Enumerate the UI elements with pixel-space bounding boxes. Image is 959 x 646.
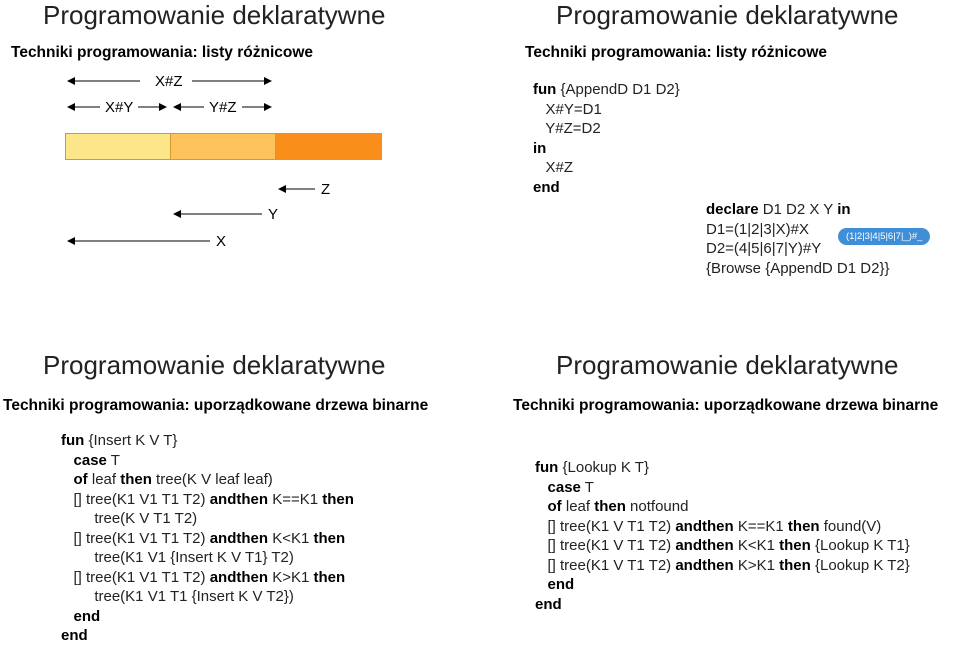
code-keyword: then xyxy=(120,471,152,488)
code-keyword: andthen xyxy=(209,529,269,547)
code-keyword: declare xyxy=(706,201,759,218)
code-line xyxy=(533,100,680,120)
code-text: {Insert K V T} xyxy=(84,432,178,449)
code-line xyxy=(61,548,354,568)
code-text: tree(K V leaf leaf) xyxy=(151,471,273,488)
code-line xyxy=(533,158,680,178)
code-keyword: then xyxy=(313,568,346,586)
code-text: D1=(1|2|3|X)#X xyxy=(706,220,809,238)
code-text: [] tree(K1 V T1 T2) xyxy=(535,537,676,554)
code-text: D1 D2 X Y xyxy=(758,201,838,218)
code-text: T xyxy=(580,478,594,496)
code-text: [] tree(K1 V1 T1 T2) xyxy=(61,490,210,508)
code-text: [] tree(K1 V1 T1 T2) xyxy=(61,568,210,586)
slide-subtitle: Techniki programowania: uporządkowane drzewa binarne xyxy=(3,397,429,414)
browse-output-bubble: (1|2|3|4|5|6|7|_)#_ xyxy=(838,228,930,245)
label-x: X xyxy=(216,233,227,250)
code-line xyxy=(535,556,910,576)
code-text: [] tree(K1 V T1 T2) xyxy=(535,517,676,535)
code-keyword: andthen xyxy=(209,568,269,586)
code-keyword: andthen xyxy=(675,556,734,574)
code-text: tree(K V T1 T2) xyxy=(61,510,198,527)
code-keyword: then xyxy=(594,498,626,515)
code-keyword: andthen xyxy=(675,537,734,554)
code-keyword: in xyxy=(533,139,547,157)
code-line xyxy=(61,470,354,490)
code-keyword: fun xyxy=(533,81,557,98)
code-line xyxy=(535,458,910,478)
code-line xyxy=(61,607,354,627)
code-line xyxy=(535,575,910,595)
code-line xyxy=(533,139,680,159)
diagram-arrows xyxy=(0,0,400,260)
label-yz: Y#Z xyxy=(209,99,237,116)
code-appendd xyxy=(533,80,680,197)
code-keyword: then xyxy=(787,517,820,535)
code-text xyxy=(61,471,74,488)
code-text: tree(K1 V1 T1 {Insert K V T2}) xyxy=(61,588,294,605)
code-text xyxy=(61,452,74,469)
code-text: K==K1 xyxy=(268,490,323,508)
code-keyword: of xyxy=(73,471,88,488)
code-line xyxy=(706,259,889,279)
code-line xyxy=(61,626,354,646)
code-line xyxy=(535,497,910,517)
slide-subtitle: Techniki programowania: uporządkowane drzewa binarne xyxy=(513,397,939,414)
code-keyword: then xyxy=(313,529,346,547)
code-keyword: then xyxy=(779,537,811,554)
code-text: X#Y=D1 xyxy=(533,100,602,118)
code-text xyxy=(61,608,74,625)
code-text xyxy=(535,576,548,593)
code-keyword: case xyxy=(73,451,107,469)
code-text: leaf xyxy=(561,498,595,515)
code-keyword: case xyxy=(547,478,581,496)
code-text: {Lookup K T1} xyxy=(810,537,910,554)
slide-title: Programowanie deklaratywne xyxy=(556,0,899,30)
code-text: K>K1 xyxy=(268,568,314,586)
code-keyword: andthen xyxy=(675,517,734,535)
code-line xyxy=(533,80,680,100)
slide-subtitle: Techniki programowania: listy różnicowe xyxy=(11,44,314,61)
label-y: Y xyxy=(268,206,279,223)
code-keyword: end xyxy=(535,595,562,613)
slide-title: Programowanie deklaratywne xyxy=(43,0,386,30)
slide-title: Programowanie deklaratywne xyxy=(556,350,899,380)
code-text: D2=(4|5|6|7|Y)#Y xyxy=(706,240,822,257)
code-keyword: andthen xyxy=(209,490,269,508)
code-text: Y#Z=D2 xyxy=(533,120,601,137)
code-text: {Browse {AppendD D1 D2}} xyxy=(706,259,890,277)
code-text: [] tree(K1 V T1 T2) xyxy=(535,556,676,574)
code-text: tree(K1 V1 {Insert K V T1} T2) xyxy=(61,549,294,566)
code-keyword: end xyxy=(533,178,560,196)
label-xy: X#Y xyxy=(105,99,134,116)
code-keyword: fun xyxy=(535,459,559,476)
slide-title: Programowanie deklaratywne xyxy=(43,350,386,380)
code-line xyxy=(61,451,354,471)
code-line xyxy=(535,536,910,556)
code-keyword: end xyxy=(61,627,88,644)
slide-subtitle: Techniki programowania: listy różnicowe xyxy=(525,44,828,61)
code-text xyxy=(535,498,548,515)
code-text: K==K1 xyxy=(733,517,788,535)
code-text: leaf xyxy=(87,471,121,488)
code-text: T xyxy=(106,451,120,469)
code-lookup xyxy=(535,458,910,614)
code-text xyxy=(535,479,548,496)
code-text: {Lookup K T} xyxy=(558,459,649,476)
code-line xyxy=(535,595,910,615)
code-text: found(V) xyxy=(819,517,882,535)
code-text: K<K1 xyxy=(733,537,780,554)
code-line xyxy=(706,200,889,220)
label-xz: X#Z xyxy=(155,73,183,90)
code-keyword: then xyxy=(322,490,354,508)
code-line xyxy=(535,478,910,498)
code-text: K>K1 xyxy=(733,556,780,574)
code-text: [] tree(K1 V1 T1 T2) xyxy=(61,529,210,547)
code-line xyxy=(61,587,354,607)
code-keyword: end xyxy=(73,607,101,625)
code-keyword: of xyxy=(547,498,562,515)
code-line xyxy=(533,178,680,198)
label-z: Z xyxy=(321,181,331,198)
code-line xyxy=(61,490,354,510)
code-keyword: fun xyxy=(61,432,85,449)
code-line xyxy=(61,431,354,451)
code-text: {AppendD D1 D2} xyxy=(556,81,680,98)
code-keyword: end xyxy=(547,576,575,593)
code-keyword: in xyxy=(837,201,851,218)
code-text: X#Z xyxy=(533,159,574,176)
code-line xyxy=(61,529,354,549)
code-text: K<K1 xyxy=(268,529,314,547)
code-text: {Lookup K T2} xyxy=(810,556,910,574)
code-insert xyxy=(61,431,354,646)
code-keyword: then xyxy=(779,556,811,574)
code-line xyxy=(61,568,354,588)
code-line xyxy=(61,509,354,529)
code-line xyxy=(533,119,680,139)
code-text: notfound xyxy=(625,498,689,515)
code-line xyxy=(535,517,910,537)
